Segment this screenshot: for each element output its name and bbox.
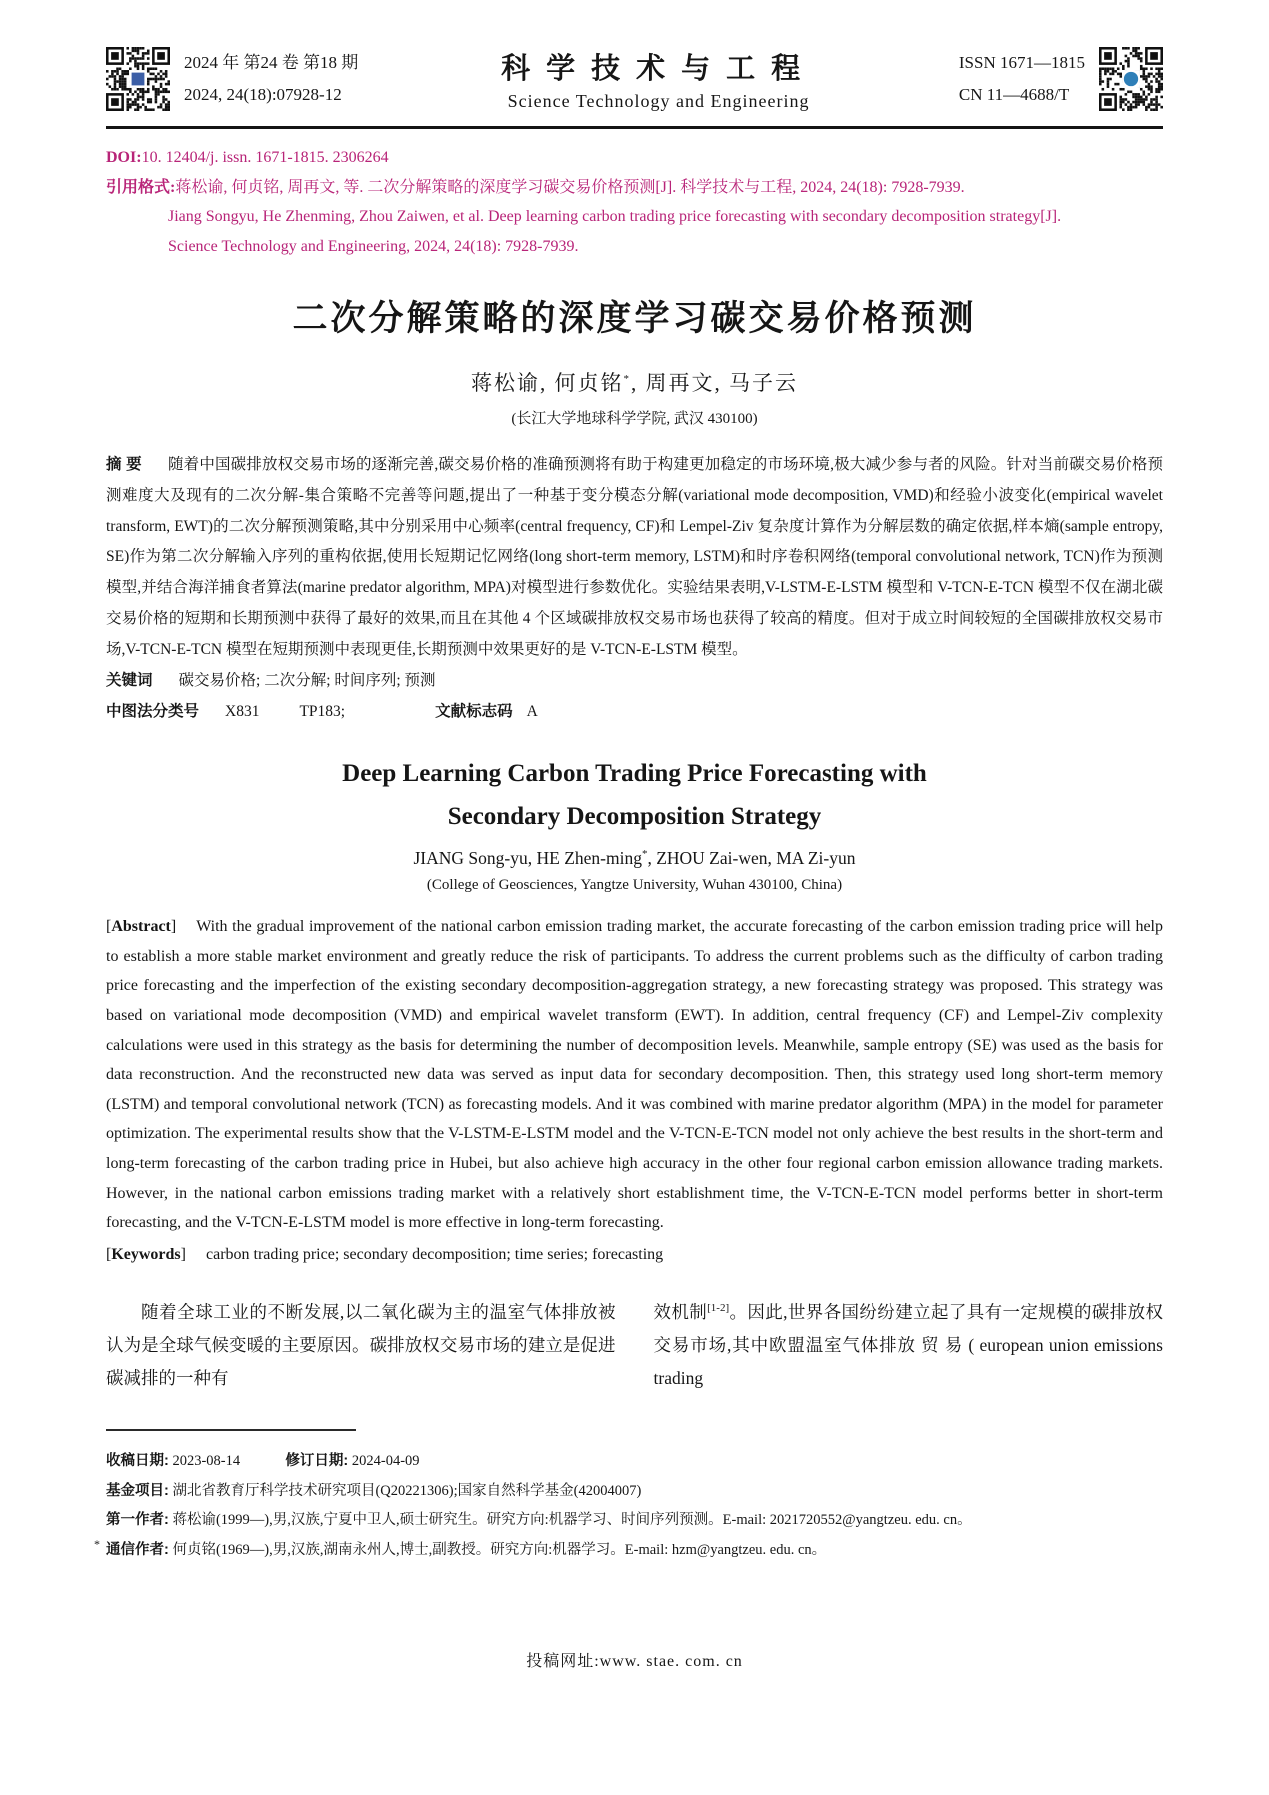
journal-title [372, 46, 945, 112]
abstract-cn-text: 随着中国碳排放权交易市场的逐渐完善,碳交易价格的准确预测将有助于构建更加稳定的市场环境,极大减少参与者的风险。针对当前碳交易价格预测难度大及现有的二次分解-集合策略不完善等问题,提出了一种基于变分模态分解(variational mode decomposition, VMD)和经验小波变化(empirical wavelet transform, EWT)的二次分解预测策略,其中分别采用中心频率(central frequency, CF)和 Lempel-Ziv 复杂度计算作为分解层数的确定依据,样本熵(sample entropy, SE)作为第二次分解输入序列的重构依据,使用长短期记忆网络(long short-term memory, LSTM)和时序卷积网络(temporal convolutional network, TCN)作为预测模型,并结合海洋捕食者算法(marine predator algorithm, MPA)对模型进行参数优化。实验结果表明,V-LSTM-E-LSTM 模型和 V-TCN-E-TCN 模型不仅在湖北碳交易价格的短期和长期预测中获得了最好的效果,而且在其他 4 个区域碳排放权交易市场也获得了较高的精度。但对于成立时间较短的全国碳排放权交易市场,V-TCN-E-TCN 模型在短期预测中表现更佳,长期预测中效果更好的是 V-TCN-E-LSTM 模型。 [106, 456, 1163, 658]
revised-label: 修订日期: [285, 1452, 349, 1469]
abstract-en [106, 912, 1163, 1238]
abstract-en-bracket-close: ] [170, 918, 177, 936]
clc-value2: TP183; [299, 703, 346, 721]
corresponding-author-mark-en: * [641, 848, 648, 861]
issn-info [959, 47, 1085, 112]
keywords-en-text: carbon trading price; secondary decomposition; time series; forecasting [205, 1245, 664, 1263]
qr-code-right-icon [1099, 47, 1163, 111]
abstract-en-bracket-open: [ [106, 918, 112, 936]
footnote-fund [106, 1477, 1163, 1507]
footnote-separator [106, 1429, 356, 1431]
journal-header [106, 46, 1163, 129]
paper-title-en [106, 753, 1163, 838]
keywords-en-label: Keywords [111, 1245, 181, 1263]
authors-cn-post: , 周再文, 马子云 [631, 371, 798, 396]
doc-code-label: 文献标志码 [435, 703, 513, 721]
issue-info [184, 47, 358, 112]
keywords-en [106, 1240, 1163, 1270]
clc-value1: X831 [225, 703, 260, 721]
clc-label: 中图法分类号 [106, 703, 200, 721]
authors-cn-pre: 蒋松谕, 何贞铭 [471, 371, 624, 396]
citation-cn-line [106, 173, 1163, 203]
footnote-corresponding [94, 1536, 1163, 1566]
footer-url: www. stae. com. cn [599, 1653, 743, 1670]
received-date: 2023-08-14 [172, 1452, 241, 1469]
body-paragraph-right [654, 1296, 1164, 1395]
paper-title-en-line2: Secondary Decomposition Strategy [447, 802, 822, 830]
issue-line1: 2024 年 第24 卷 第18 期 [184, 52, 359, 72]
revised-date: 2024-04-09 [351, 1452, 420, 1469]
keywords-en-bracket-close: ] [180, 1245, 186, 1263]
footnote-first-author [106, 1506, 1163, 1536]
body-right-pre: 效机制 [653, 1302, 708, 1323]
authors-en-post: , ZHOU Zai-wen, MA Zi-yun [647, 848, 856, 869]
citation-en-line1: Jiang Songyu, He Zhenming, Zhou Zaiwen, et al. Deep learning carbon trading price forecasting with secondary decomposition strategy[J]. [168, 208, 1062, 226]
corresponding-author-mark: * [623, 373, 631, 386]
doc-code: A [526, 703, 538, 721]
corresponding-label: 通信作者: [106, 1541, 169, 1558]
keywords-cn [106, 665, 1163, 696]
corresponding-star: * [94, 1536, 100, 1551]
authors-en [106, 848, 1163, 869]
affiliation-en: (College of Geosciences, Yangtze University, Wuhan 430100, China) [426, 877, 843, 894]
footnote-dates [106, 1447, 1163, 1477]
fund-label: 基金项目: [106, 1482, 169, 1499]
citation-cn: 蒋松谕, 何贞铭, 周再文, 等. 二次分解策略的深度学习碳交易价格预测[J]. 科学技术与工程, 2024, 24(18): 7928-7939. [175, 178, 965, 196]
journal-title-en: Science Technology and Engineering [507, 91, 810, 111]
cn-number: CN 11—4688/T [958, 85, 1070, 104]
keywords-cn-label: 关键词 [106, 672, 153, 690]
first-author-text: 蒋松谕(1999—),男,汉族,宁夏中卫人,硕士研究生。研究方向:机器学习、时间序列预测。E-mail: 2021720552@yangtzeu. edu. cn。 [172, 1512, 972, 1529]
doi-line [106, 143, 1163, 173]
body-column-left [106, 1296, 616, 1395]
submission-site-footer [0, 1648, 1269, 1671]
first-author-label: 第一作者: [106, 1512, 169, 1529]
affiliation-cn: (长江大学地球科学学院, 武汉 430100) [511, 411, 758, 428]
citation-en-line2: Science Technology and Engineering, 2024, 24(18): 7928-7939. [168, 237, 579, 255]
issn: ISSN 1671—1815 [958, 52, 1085, 72]
fund-text: 湖北省教育厅科学技术研究项目(Q20221306);国家自然科学基金(42004007) [172, 1482, 642, 1499]
keywords-cn-text: 碳交易价格; 二次分解; 时间序列; 预测 [178, 672, 436, 690]
footnotes [94, 1447, 1163, 1566]
abstract-cn [106, 450, 1163, 665]
abstract-cn-label: 摘 要 [106, 456, 142, 474]
authors-cn [106, 367, 1163, 397]
body-paragraph-left: 随着全球工业的不断发展,以二氧化碳为主的温室气体排放被认为是全球气候变暖的主要原因。碳排放权交易市场的建立是促进碳减排的一种有 [106, 1302, 616, 1388]
paper-title-cn: 二次分解策略的深度学习碳交易价格预测 [292, 299, 977, 339]
body-right-post: 。因此,世界各国纷纷建立起了具有一定规模的碳排放权交易市场,其中欧盟温室气体排放 贸 易 ( european union emissions trading [653, 1302, 1164, 1388]
paper-title-en-line1: Deep Learning Carbon Trading Price Forecasting with [342, 760, 927, 788]
corresponding-text: 何贞铭(1969—),男,汉族,湖南永州人,博士,副教授。研究方向:机器学习。E-mail: hzm@yangtzeu. edu. cn。 [172, 1541, 827, 1558]
issue-line2: 2024, 24(18):07928-12 [184, 85, 342, 104]
reference-superscript: [1-2] [707, 1302, 730, 1315]
received-label: 收稿日期: [106, 1452, 169, 1469]
authors-en-pre: JIANG Song-yu, HE Zhen-ming [413, 848, 642, 869]
doi-value: 10. 12404/j. issn. 1671-1815. 2306264 [141, 149, 389, 166]
footer-label: 投稿网址: [526, 1653, 600, 1670]
abstract-en-label: Abstract [111, 918, 171, 936]
keywords-en-bracket-open: [ [106, 1245, 112, 1263]
citation-block [106, 143, 1163, 261]
qr-code-left-icon [106, 47, 170, 111]
citation-label: 引用格式: [106, 178, 176, 196]
journal-title-cn: 科学技术与工程 [501, 53, 817, 85]
abstract-en-text: With the gradual improvement of the national carbon emission trading market, the accurate forecasting of the carbon emission trading price will help to establish a more stable market environment and greatly reduce the risk of participants. To address the current problems such as the difficulty of carbon trading price forecasting and the imperfection of the existing secondary decomposition-aggregation strategy, a new forecasting strategy was proposed. This strategy was based on variational mode decomposition (VMD) and empirical wavelet transform (EWT). In addition, central frequency (CF) and Lempel-Ziv complexity calculations were used in this strategy as the basis for determining the number of decomposition levels. Meanwhile, sample entropy (SE) was used as the basis for data reconstruction. And the reconstructed new data was served as input data for secondary decomposition. Then, this strategy used long short-term memory (LSTM) and temporal convolutional network (TCN) as forecasting models. And it was combined with marine predator algorithm (MPA) in the model for parameter optimization. The experimental results show that the V-LSTM-E-LSTM model and the V-TCN-E-TCN model not only achieve the best results in the short-term and long-term forecasting of the carbon trading price in Hubei, but also achieve high accuracy in the other four regional carbon emission allowance trading markets. However, in the national carbon emissions trading market with a relatively short establishment time, the V-TCN-E-TCN model performs better in short-term forecasting, and the V-TCN-E-LSTM model is more effective in long-term forecasting. [106, 918, 1163, 1232]
clc-line [106, 696, 1163, 727]
doi-label: DOI: [106, 149, 142, 166]
body-column-right [654, 1296, 1164, 1395]
body-columns [106, 1296, 1163, 1395]
